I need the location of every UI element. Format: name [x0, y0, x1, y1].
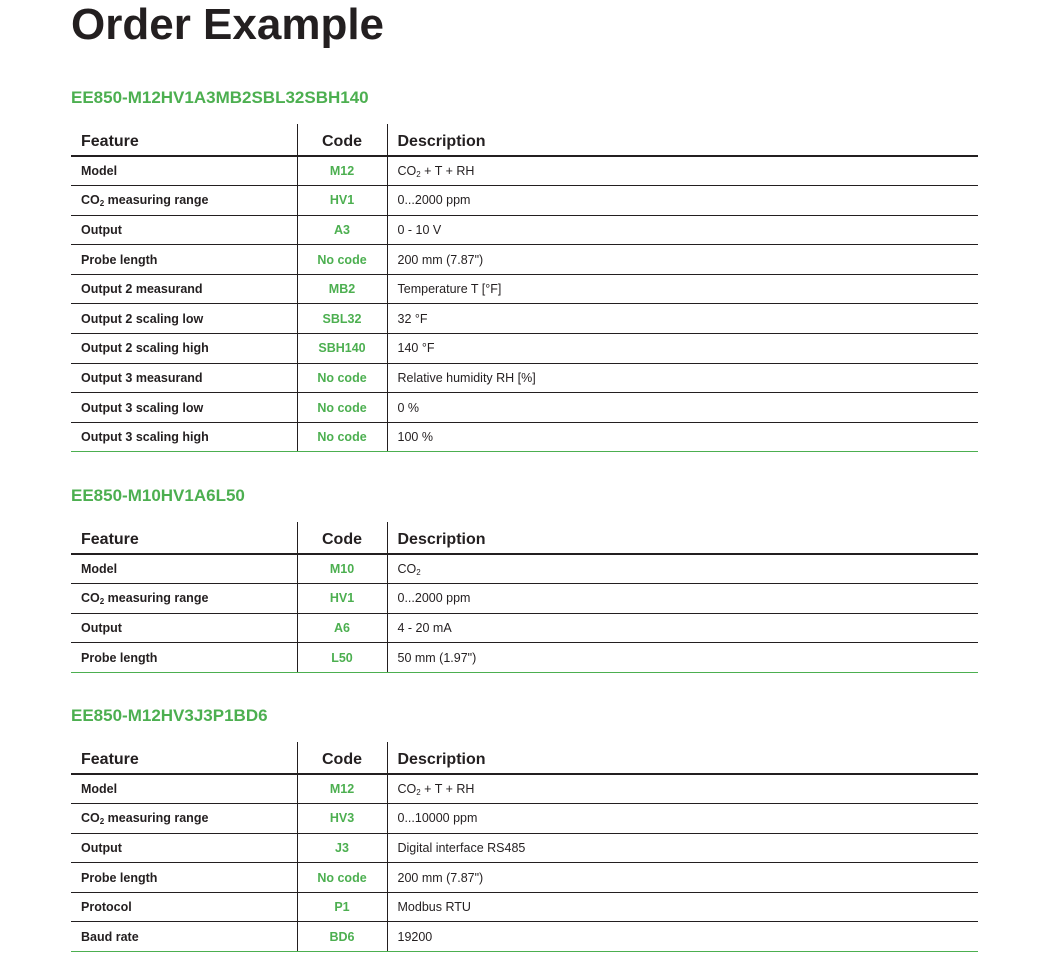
description-cell: 50 mm (1.97") [387, 643, 978, 673]
code-cell: SBH140 [297, 334, 387, 364]
table-row [71, 863, 978, 893]
order-example-1 [71, 88, 978, 452]
code-cell: M12 [297, 156, 387, 186]
table-row [71, 186, 978, 216]
description-cell: Digital interface RS485 [387, 833, 978, 863]
table-row [71, 274, 978, 304]
code-cell: M12 [297, 774, 387, 804]
feature-cell: Output 2 measurand [71, 274, 297, 304]
order-code-title: EE850-M12HV3J3P1BD6 [71, 706, 268, 725]
order-example-2 [71, 486, 978, 673]
code-cell: No code [297, 245, 387, 275]
table-row [71, 554, 978, 584]
code-cell: A3 [297, 215, 387, 245]
feature-cell: Model [71, 156, 297, 186]
feature-cell: Output 3 scaling low [71, 393, 297, 423]
description-cell: 0...10000 ppm [387, 804, 978, 834]
table-row [71, 215, 978, 245]
description-cell: $CO_2 + T$ + RH [387, 774, 978, 804]
table-row [71, 892, 978, 922]
description-cell: 19200 [387, 922, 978, 952]
description-cell: 0...2000 ppm [387, 186, 978, 216]
table-header-row [71, 742, 978, 774]
feature-column-header: Feature [71, 742, 297, 774]
feature-cell: Model [71, 774, 297, 804]
feature-cell: Output 3 measurand [71, 363, 297, 393]
feature-cell: Probe length [71, 863, 297, 893]
table-row [71, 643, 978, 673]
feature-cell: Model [71, 554, 297, 584]
description-cell: 32 °F [387, 304, 978, 334]
description-cell: 140 °F [387, 334, 978, 364]
feature-cell: Output [71, 833, 297, 863]
description-cell: Relative humidity RH [%] [387, 363, 978, 393]
table-row [71, 393, 978, 423]
feature-column-header: Feature [71, 124, 297, 156]
table-row [71, 363, 978, 393]
order-table [71, 742, 978, 952]
feature-cell: Baud rate [71, 922, 297, 952]
code-column-header: Code [297, 124, 387, 156]
feature-cell: Output [71, 613, 297, 643]
code-cell: HV1 [297, 186, 387, 216]
feature-cell: Output 3 scaling high [71, 422, 297, 452]
description-column-header: Description [387, 522, 978, 554]
feature-cell: Output 2 scaling low [71, 304, 297, 334]
feature-cell: $CO_2$ measuring range [71, 804, 297, 834]
table-row [71, 334, 978, 364]
code-cell: M10 [297, 554, 387, 584]
page-title: Order Example [71, 0, 385, 49]
table-row [71, 833, 978, 863]
code-cell: HV1 [297, 584, 387, 614]
description-cell: $CO_2$ [387, 554, 978, 584]
code-column-header: Code [297, 742, 387, 774]
description-cell: Modbus RTU [387, 892, 978, 922]
description-cell: 100 % [387, 422, 978, 452]
feature-cell: Probe length [71, 643, 297, 673]
code-cell: L50 [297, 643, 387, 673]
description-cell: 0 - 10 V [387, 215, 978, 245]
description-cell: 0 % [387, 393, 978, 423]
description-cell: 0...2000 ppm [387, 584, 978, 614]
order-table [71, 124, 978, 452]
feature-cell: Output 2 scaling high [71, 334, 297, 364]
order-example-3 [71, 706, 978, 952]
code-cell: BD6 [297, 922, 387, 952]
code-cell: HV3 [297, 804, 387, 834]
code-cell: No code [297, 393, 387, 423]
order-code-title: EE850-M10HV1A6L50 [71, 486, 245, 505]
code-cell: MB2 [297, 274, 387, 304]
table-row [71, 156, 978, 186]
description-cell: 200 mm (7.87") [387, 863, 978, 893]
code-cell: No code [297, 363, 387, 393]
code-cell: No code [297, 422, 387, 452]
table-row [71, 613, 978, 643]
description-column-header: Description [387, 124, 978, 156]
code-cell: P1 [297, 892, 387, 922]
description-column-header: Description [387, 742, 978, 774]
table-header-row [71, 522, 978, 554]
feature-cell: $CO_2$ measuring range [71, 584, 297, 614]
table-row [71, 245, 978, 275]
code-cell: A6 [297, 613, 387, 643]
code-cell: J3 [297, 833, 387, 863]
table-row [71, 584, 978, 614]
table-header-row [71, 124, 978, 156]
feature-column-header: Feature [71, 522, 297, 554]
feature-cell: $CO_2$ measuring range [71, 186, 297, 216]
table-row [71, 422, 978, 452]
code-cell: SBL32 [297, 304, 387, 334]
table-row [71, 804, 978, 834]
table-row [71, 922, 978, 952]
table-row [71, 304, 978, 334]
feature-cell: Probe length [71, 245, 297, 275]
code-cell: No code [297, 863, 387, 893]
feature-cell: Protocol [71, 892, 297, 922]
order-table [71, 522, 978, 673]
description-cell: Temperature T [°F] [387, 274, 978, 304]
description-cell: 4 - 20 mA [387, 613, 978, 643]
order-code-title: EE850-M12HV1A3MB2SBL32SBH140 [71, 88, 369, 107]
feature-cell: Output [71, 215, 297, 245]
description-cell: $CO_2 + T$ + RH [387, 156, 978, 186]
table-row [71, 774, 978, 804]
description-cell: 200 mm (7.87") [387, 245, 978, 275]
code-column-header: Code [297, 522, 387, 554]
